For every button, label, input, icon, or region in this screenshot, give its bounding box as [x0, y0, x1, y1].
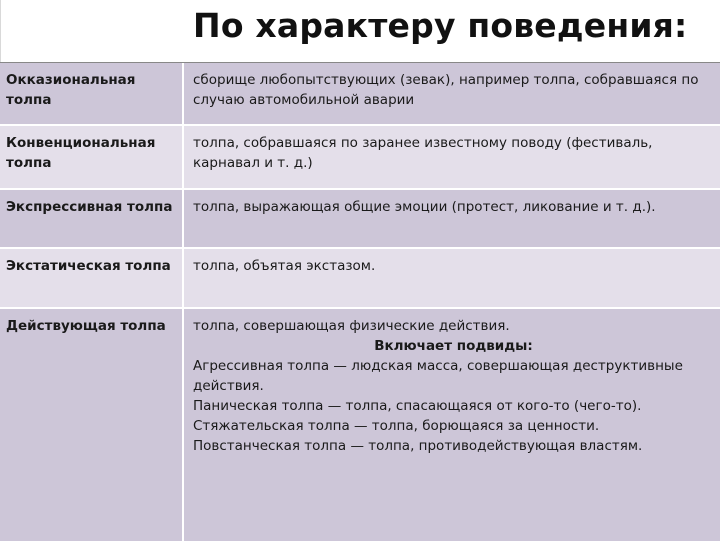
table-row	[0, 249, 720, 309]
subtype-item: Повстанческая толпа — толпа, противодействующая властям.	[193, 438, 643, 454]
table-row	[0, 63, 720, 126]
table-row	[0, 309, 720, 541]
title-divider	[0, 0, 1, 62]
crowd-type-name: Экспрессивная толпа	[0, 190, 184, 247]
subtype-item: Агрессивная толпа — людская масса, совершающая деструктивные действия.	[193, 358, 683, 394]
title-area	[0, 0, 720, 62]
crowd-type-description	[186, 309, 720, 541]
table-row	[0, 126, 720, 190]
crowd-type-description: толпа, выражающая общие эмоции (протест, ликование и т. д.).	[193, 199, 656, 215]
crowd-type-name: Окказиональная толпа	[0, 63, 184, 124]
subtypes-heading: Включает подвиды:	[374, 338, 533, 354]
crowd-type-description: толпа, объятая экстазом.	[193, 258, 376, 274]
subtype-item: Стяжательская толпа — толпа, борющаяся за ценности.	[193, 418, 600, 434]
description-text: толпа, совершающая физические действия.	[193, 318, 510, 334]
table-row	[0, 190, 720, 249]
crowd-type-name: Экстатическая толпа	[0, 249, 184, 307]
page-title: По характеру поведения:	[193, 6, 688, 45]
crowd-type-description: сборище любопытствующих (зевак), например толпа, собравшаяся по случаю автомобильной аварии	[193, 72, 699, 108]
crowd-type-name: Конвенциональная толпа	[0, 126, 184, 188]
crowd-types-table	[0, 62, 720, 541]
crowd-type-name: Действующая толпа	[0, 309, 184, 541]
crowd-type-description: толпа, собравшаяся по заранее известному поводу (фестиваль, карнавал и т. д.)	[193, 135, 653, 171]
subtype-item: Паническая толпа — толпа, спасающаяся от кого-то (чего-то).	[193, 398, 642, 414]
